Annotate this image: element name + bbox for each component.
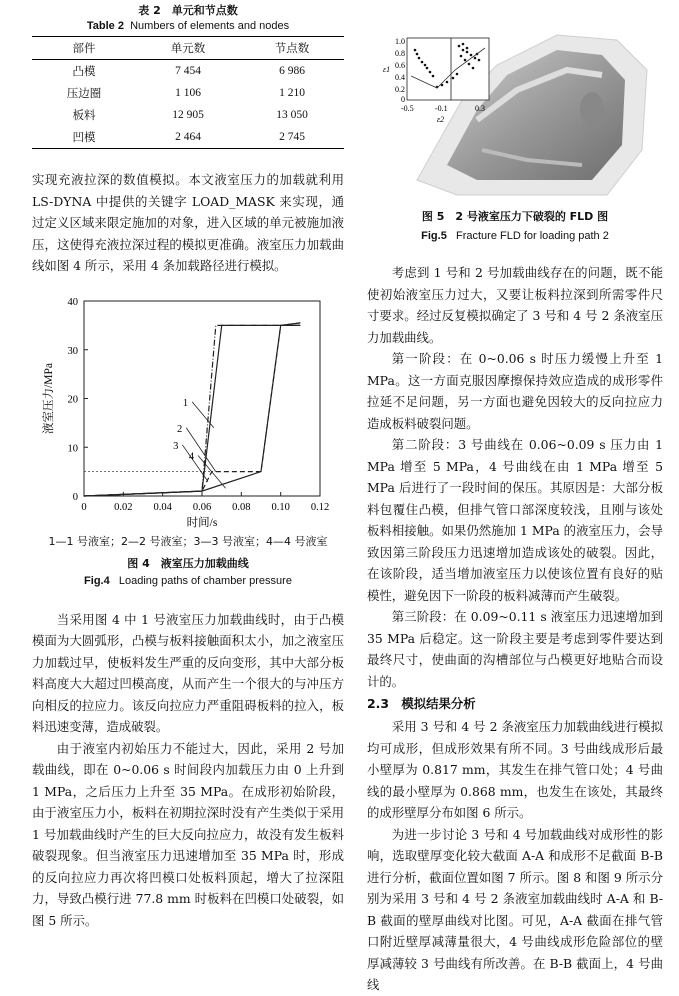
chart-annotations	[173, 397, 226, 487]
x-tick-label: 0.02	[114, 501, 133, 513]
fld-point	[466, 51, 469, 54]
table-row	[32, 60, 344, 83]
series-annotation-label: 2	[177, 423, 183, 435]
fig4-caption-en	[32, 575, 344, 587]
fld-point	[424, 64, 427, 67]
table-cell: 2 745	[240, 126, 344, 149]
table-header-cell: 节点数	[240, 37, 344, 60]
fld-point	[468, 63, 471, 66]
table2-label-en: Table 2	[86, 20, 124, 32]
fig4-label-en: Fig.4	[84, 574, 110, 587]
fld-point	[452, 77, 455, 80]
fig4-caption-cn: 图 4 液室压力加载曲线	[127, 556, 249, 570]
y-tick-label: 30	[67, 345, 78, 357]
fld-y-label: ε1	[383, 65, 391, 74]
series-annotation-label: 3	[173, 440, 179, 452]
table2-title-cn: 表 2 单元和节点数	[138, 4, 238, 17]
left-paragraph-1: 实现充液拉深的数值模拟。本文液室压力的加载就利用 LS-DYNA 中提供的关键字 LOAD_MASK 来实现，通过定义区域来限定施加的对象，进入区域的单元被施加液压，这使得充液拉深过程的模拟更准确。液室压力加载曲线如图 4 所示，采用 4 条加载路径进行模拟。	[32, 172, 344, 273]
fld-point	[470, 54, 473, 57]
table-cell: 13 050	[276, 109, 308, 121]
table-cell: 12 905	[172, 109, 204, 121]
right-paragraph-6: 为进一步讨论 3 号和 4 号加载曲线对成形性的影响，选取壁厚变化较大截面 A-A 和成形不足截面 B-B 进行分析，截面位置如图 7 所示。图 8 和图 9 所示分别为采用 3 号和 4 号 2 条液室加载曲线时 A-A 和 B-B 截面的壁厚曲线对比图。可见，A-A 截面在排气管口附近壁厚减薄量很大，4 号曲线成形危险部位的壁厚减薄较 3 号曲线有所改善。在 B-B 截面上，4 号曲线	[367, 826, 663, 992]
table-row	[32, 104, 344, 126]
left-paragraph-3: 由于液室内初始压力不能过大，因此，采用 2 号加载曲线，即在 0~0.06 s 时间段内加载压力由 0 上升到 1 MPa，之后压力上升至 35 MPa。在成形初始阶段，由于液室压力小，板料在初期拉深时没有产生类似于采用 1 号加载曲线时产生的巨大反向拉应力，故没有发生板料破裂现象。但当液室压力迅速增加至 35 MPa 时，形成的反向拉应力再次将凹模口处板料顶起，增大了拉深阻力，导致凸模行进 77.8 mm 时板料在凹模口处破裂，如图 5 所示。	[32, 740, 344, 928]
chart-series-group	[84, 322, 300, 495]
fld-point	[446, 81, 449, 84]
series-annotation-label: 4	[188, 451, 195, 463]
y-tick-label: 40	[67, 296, 78, 308]
chart-axes	[41, 297, 329, 529]
x-tick-label: 0.10	[271, 501, 290, 513]
fld-y-tick: 0.2	[395, 85, 405, 94]
fld-point	[416, 53, 419, 56]
table-header-cell: 部件	[32, 37, 136, 60]
fld-point	[460, 55, 463, 58]
fld-x-tick: 0.3	[475, 104, 485, 113]
fld-y-tick: 0.8	[395, 49, 405, 58]
fld-point	[478, 59, 481, 62]
fld-y-tick: 0.4	[395, 73, 405, 82]
table-cell: 凸模	[72, 66, 96, 78]
section-heading: 2.3 模拟结果分析	[367, 696, 476, 711]
table2-title-en-text: Numbers of elements and nodes	[130, 20, 290, 32]
fig5-caption-cn: 图 5 2 号液室压力下破裂的 FLD 图	[421, 210, 609, 223]
fld-y-tick: 1.0	[395, 37, 405, 46]
table-cell: 2 464	[136, 126, 240, 149]
x-tick-label: 0.04	[153, 501, 172, 513]
fld-point	[472, 67, 475, 70]
fig5-figure	[367, 30, 663, 200]
table2-title-en	[32, 20, 344, 32]
y-tick-label: 0	[72, 491, 78, 503]
table2	[32, 36, 344, 149]
fld-point	[421, 61, 424, 64]
fld-point	[464, 59, 467, 62]
fld-x-label: ε2	[437, 115, 445, 124]
right-paragraph-4: 第三阶段：在 0.09~0.11 s 液室压力迅速增加到 35 MPa 后稳定。这一阶段主要是考虑到零件要达到最终尺寸，使曲面的沟槽部位与凸模更好地贴合而设计的。	[367, 609, 663, 689]
fld-y-tick: 0	[401, 95, 405, 104]
table-cell: 7 454	[175, 65, 201, 77]
x-tick-label: 0.06	[192, 501, 212, 513]
fld-point	[414, 49, 417, 52]
fld-point	[462, 43, 465, 46]
annotation-leader-line	[186, 427, 216, 471]
x-tick-label: 0.08	[232, 501, 251, 513]
series-annotation-label: 1	[182, 397, 189, 409]
left-paragraph-2: 当采用图 4 中 1 号液室压力加载曲线时，由于凸模模面为大圆弧形，凸模与板料接触面积太小，加之液室压力加载过早，使板料发生严重的反向变形，其中大部分板料高度大大超过凹模高度，从而产生一个很大的与冲压方向相反的拉应力。该反向拉应力严重阻碍板料的拉入，板料迅速变薄，造成破裂。	[32, 611, 344, 734]
fld-x-tick: -0.1	[435, 104, 448, 113]
y-tick-label: 10	[67, 442, 78, 454]
fld-y-tick: 0.6	[395, 61, 405, 70]
table-cell: 1 106	[175, 87, 201, 99]
fig4-legend: 1—1 号液室；2—2 号液室；3—3 号液室；4—4 号液室	[48, 534, 328, 548]
x-tick-label: 0.12	[310, 501, 330, 513]
table-cell: 压边圈	[66, 88, 102, 100]
left-column	[32, 0, 344, 931]
fig4-chart	[32, 291, 344, 531]
fig5-caption-en-text: Fracture FLD for loading path 2	[455, 230, 609, 242]
fld-point	[466, 47, 469, 50]
fld-point	[426, 67, 429, 70]
fig5-caption-en	[367, 230, 663, 242]
table-cell: 6 986	[279, 65, 305, 77]
fld-point	[458, 45, 461, 48]
fld-point	[429, 71, 432, 74]
right-paragraph-1: 考虑到 1 号和 2 号加载曲线存在的问题，既不能使初始液室压力过大，又要让板料拉深到所需零件尺寸要求。经过反复模拟确定了 3 号和 4 号 2 条液室压力加载曲线。	[367, 265, 663, 345]
fld-point	[462, 49, 465, 52]
x-axis-label: 时间/s	[186, 516, 218, 529]
series-line-1	[84, 325, 300, 496]
fld-point	[432, 75, 435, 78]
table-header-cell: 单元数	[136, 37, 240, 60]
series-line-4	[84, 322, 300, 495]
y-tick-label: 20	[67, 394, 78, 405]
fld-point	[418, 57, 421, 60]
fld-point	[474, 57, 477, 60]
y-axis-label: 液室压力/MPa	[43, 362, 55, 434]
table-cell: 1 210	[279, 87, 305, 99]
right-paragraph-3: 第二阶段：3 号曲线在 0.06~0.09 s 压力由 1 MPa 增至 5 MPa，4 号曲线在由 1 MPa 增至 5 MPa 后进行了一段时间的保压。其原因是：大部分板料包覆住凸模，但排气管口部深度较浅，且刚与该处板料相接触。如果仍然施加 1 MPa 的液室压力，会导致因第三阶段压力迅速增加造成该处的破裂。因此，在该阶段，适当增加液室压力以使该位置有良好的贴模性，避免因下一阶段的板料减薄而产生破裂。	[367, 437, 663, 603]
table-cell: 凹模	[32, 126, 136, 149]
table-row	[32, 126, 344, 149]
table-header-row	[32, 37, 344, 60]
fld-x-tick: -0.5	[401, 104, 414, 113]
series-line-3	[84, 322, 300, 495]
fig5-label-en: Fig.5	[421, 230, 447, 242]
fld-point	[456, 73, 459, 76]
fig4-caption-en-text: Loading paths of chamber pressure	[118, 574, 292, 587]
x-tick-label: 0	[81, 501, 87, 513]
right-paragraph-2: 第一阶段：在 0~0.06 s 时压力缓慢上升至 1 MPa。这一方面克服因摩擦保持效应造成的成形零件拉延不足问题，另一方面也避免因较大的反向拉应力造成板料破裂问题。	[367, 351, 663, 431]
table-cell: 板料	[72, 110, 96, 122]
chart-plot-frame	[84, 301, 320, 496]
series-line-2	[84, 325, 300, 496]
table-row	[32, 82, 344, 104]
right-paragraph-5: 采用 3 号和 4 号 2 条液室压力加载曲线进行模拟均可成形，但成形效果有所不同。3 号曲线成形后最小壁厚为 0.817 mm，其发生在排气管口处；4 号曲线的最小壁厚为 0.868 mm，也发生在该处，其最终的成形壁厚分布如图 6 所示。	[367, 719, 663, 820]
right-column	[367, 0, 663, 996]
